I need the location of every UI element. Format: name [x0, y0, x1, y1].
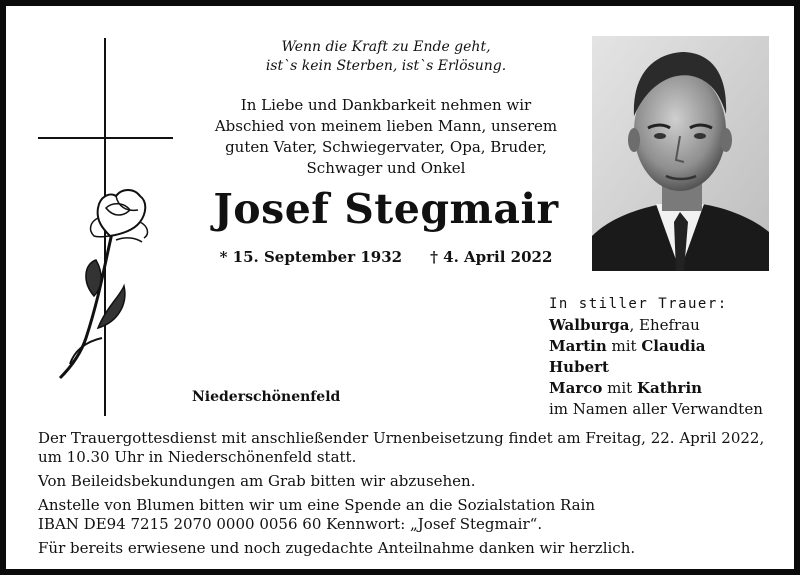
mourners-heading: In stiller Trauer: [549, 296, 728, 312]
mourner-name: Kathrin [636, 379, 703, 397]
death-date: † 4. April 2022 [430, 248, 553, 266]
place-name: Niederschönenfeld [192, 389, 341, 405]
mourner-name: Walburga [549, 316, 630, 334]
mourners-list [549, 294, 779, 420]
donation-info [38, 496, 778, 534]
intro-line: Schwager und Onkel [306, 159, 466, 177]
mourner-entry [549, 315, 779, 336]
portrait-illustration [592, 36, 769, 271]
mourner-role: , Ehefrau [629, 316, 700, 334]
condolences-note: Von Beileidsbekundungen am Grab bitten wir abzusehen. [38, 472, 476, 490]
service-line: um 10.30 Uhr in Niederschönenfeld statt. [38, 448, 357, 466]
mourner-entry [549, 357, 779, 378]
intro-text [191, 95, 581, 179]
rose-icon [54, 178, 154, 383]
quote-line: ist`s kein Sterben, ist`s Erlösung. [265, 58, 507, 74]
announcement-body [38, 429, 778, 563]
mourner-name: Marco [549, 379, 603, 397]
mourner-name: Claudia [641, 337, 706, 355]
intro-line: Abschied von meinem lieben Mann, unserem [214, 117, 558, 135]
mourner-name: Hubert [549, 358, 609, 376]
donation-line: IBAN DE94 7215 2070 0000 0056 60 Kennwort: „Josef Stegmair“. [38, 515, 543, 533]
cross-icon-bar [38, 137, 173, 139]
mourner-conj: mit [602, 379, 637, 397]
birth-date: * 15. September 1932 [219, 248, 403, 266]
mourner-name: Martin [549, 337, 607, 355]
quote [221, 38, 551, 76]
mourner-entry [549, 336, 779, 357]
service-info [38, 429, 778, 467]
portrait-photo [592, 36, 769, 271]
mourners-relatives: im Namen aller Verwandten [549, 400, 763, 418]
thanks-note: Für bereits erwiesene und noch zugedachte Anteilnahme danken wir herzlich. [38, 539, 636, 557]
deceased-name: Josef Stegmair [213, 185, 559, 233]
donation-line: Anstelle von Blumen bitten wir um eine Spende an die Sozialstation Rain [38, 496, 596, 514]
quote-line: Wenn die Kraft zu Ende geht, [281, 39, 491, 55]
mourner-conj: mit [606, 337, 642, 355]
mourner-entry [549, 378, 779, 399]
intro-line: guten Vater, Schwiegervater, Opa, Bruder, [225, 138, 547, 156]
service-line: Der Trauergottesdienst mit anschließender Urnenbeisetzung findet am Freitag, 22. April 2022, [38, 429, 765, 447]
intro-line: In Liebe und Dankbarkeit nehmen wir [240, 96, 532, 114]
life-dates [191, 248, 581, 266]
